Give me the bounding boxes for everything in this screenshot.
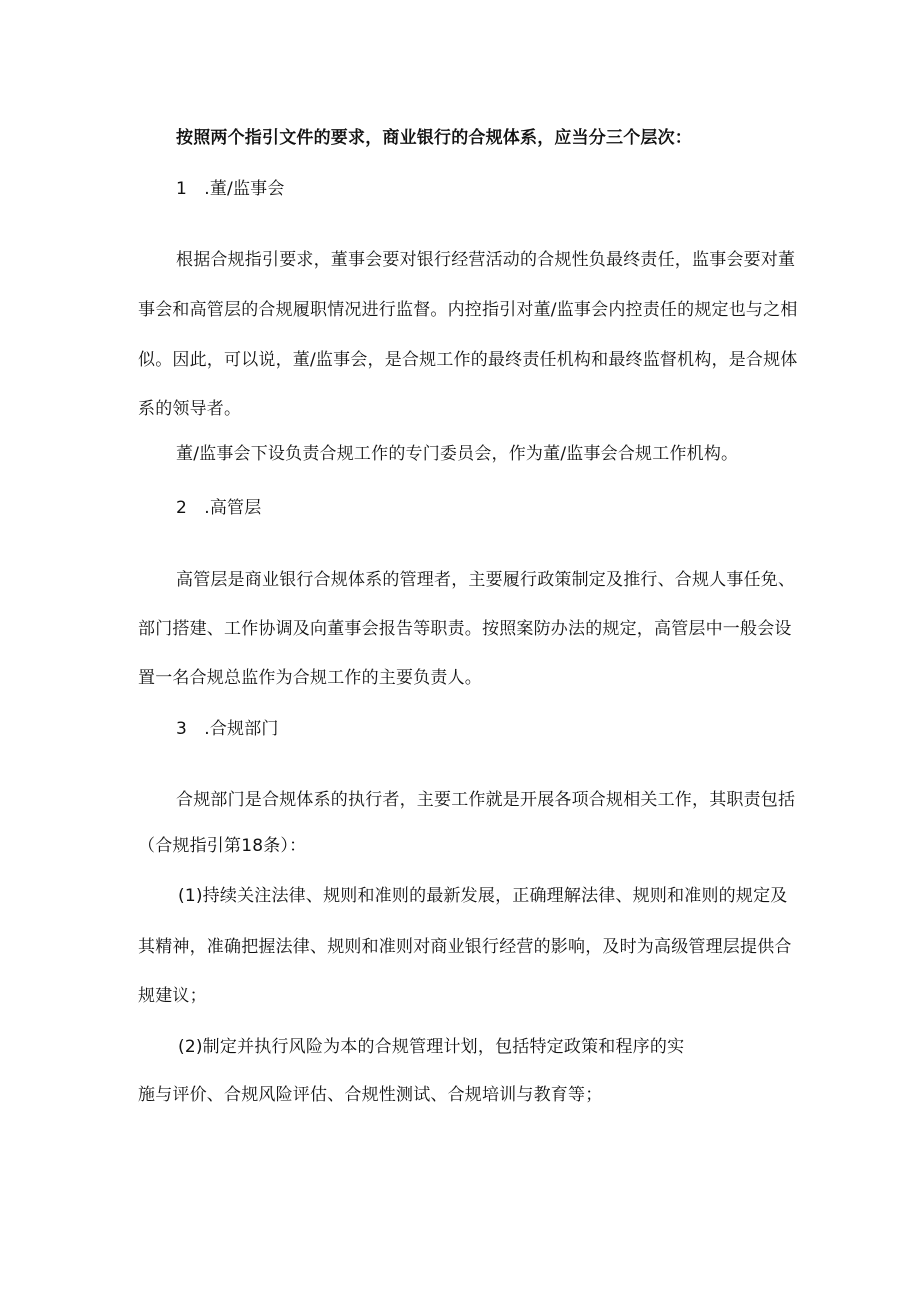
paragraph-line: 事会和高管层的合规履职情况进行监督。内控指引对董/监事会内控责任的规定也与之相: [138, 300, 798, 320]
section-heading-compliance-dept: 3 .合规部门: [176, 719, 279, 739]
list-item-line: (1)持续关注法律、规则和准则的最新发展，正确理解法律、规则和准则的规定及: [178, 886, 788, 906]
list-item-line: (2)制定并执行风险为本的合规管理计划，包括特定政策和程序的实: [178, 1037, 685, 1057]
intro-paragraph: 按照两个指引文件的要求，商业银行的合规体系，应当分三个层次：: [176, 128, 692, 148]
list-item-line: 规建议；: [138, 986, 207, 1006]
list-item-line: 施与评价、合规风险评估、合规性测试、合规培训与教育等；: [138, 1085, 603, 1105]
paragraph-line: 置一名合规总监作为合规工作的主要负责人。: [138, 668, 482, 688]
paragraph-line: 根据合规指引要求，董事会要对银行经营活动的合规性负最终责任，监事会要对董: [176, 250, 796, 270]
paragraph-line: 部门搭建、工作协调及向董事会报告等职责。按照案防办法的规定，高管层中一般会设: [138, 619, 792, 639]
paragraph-line: 董/监事会下设负责合规工作的专门委员会，作为董/监事会合规工作机构。: [176, 444, 739, 464]
section-heading-senior-management: 2 .高管层: [176, 498, 262, 518]
list-item-line: 其精神，准确把握法律、规则和准则对商业银行经营的影响，及时为高级管理层提供合: [138, 937, 792, 957]
section-heading-board: 1 .董/监事会: [176, 179, 285, 199]
paragraph-line: 似。因此，可以说，董/监事会，是合规工作的最终责任机构和最终监督机构，是合规体: [138, 350, 798, 370]
paragraph-line: 合规部门是合规体系的执行者，主要工作就是开展各项合规相关工作，其职责包括: [176, 790, 796, 810]
paragraph-line: 系的领导者。: [138, 399, 242, 419]
paragraph-line: （合规指引第18条）：: [138, 836, 307, 856]
paragraph-line: 高管层是商业银行合规体系的管理者，主要履行政策制定及推行、合规人事任免、: [176, 570, 796, 590]
